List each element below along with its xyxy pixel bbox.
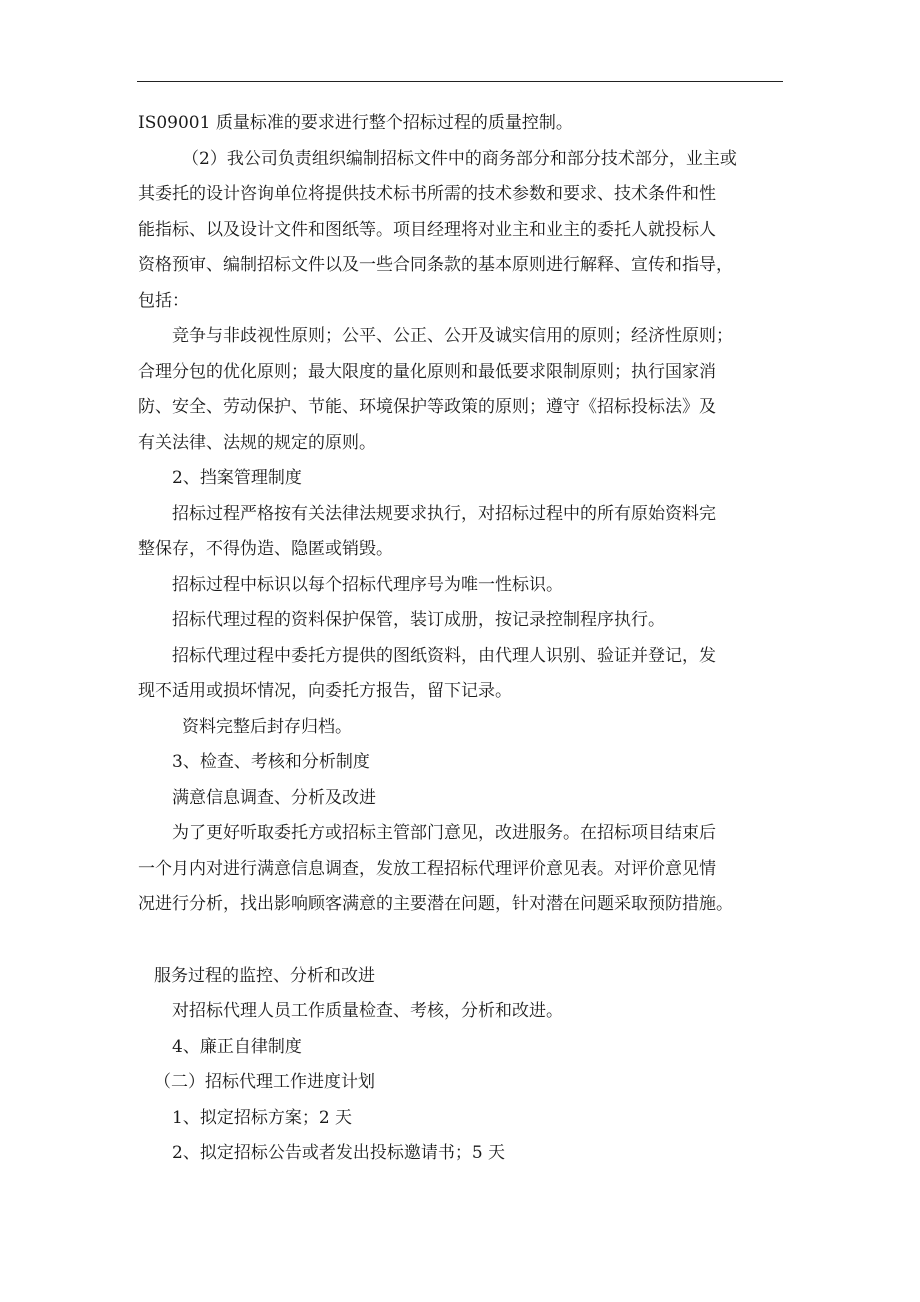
paragraph-line: 能指标、以及设计文件和图纸等。项目经理将对业主和业主的委托人就投标人 — [138, 219, 716, 240]
paragraph-line: 招标过程严格按有关法律法规要求执行，对招标过程中的所有原始资料完 — [172, 503, 716, 524]
paragraph-line: 况进行分析，找出影响顾客满意的主要潜在问题，针对潜在问题采取预防措施。 — [138, 894, 733, 914]
paragraph-line: 资料完整后封存归档。 — [182, 716, 352, 737]
section-heading: 3、检查、考核和分析制度 — [172, 752, 370, 772]
paragraph-line: 竞争与非歧视性原则；公平、公正、公开及诚实信用的原则；经济性原则； — [172, 326, 733, 346]
subsection-heading: 满意信息调查、分析及改进 — [172, 787, 376, 808]
paragraph-line: 现不适用或损坏情况，向委托方报告，留下记录。 — [138, 681, 512, 701]
paragraph-line: 招标代理过程中委托方提供的图纸资料，由代理人识别、验证并登记，发 — [172, 645, 716, 666]
paragraph-line: 对招标代理人员工作质量检查、考核，分析和改进。 — [172, 1001, 563, 1021]
paragraph-line: 招标过程中标识以每个招标代理序号为唯一性标识。 — [172, 574, 563, 595]
paragraph-line: 为了更好听取委托方或招标主管部门意见，改进服务。在招标项目结束后 — [172, 823, 716, 843]
list-item: 1、拟定招标方案；2 天 — [172, 1107, 353, 1128]
blank-line — [138, 923, 784, 959]
paragraph-line: 一个月内对进行满意信息调查，发放工程招标代理评价意见表。对评价意见情 — [138, 858, 716, 879]
paragraph-line: IS09001 质量标准的要求进行整个招标过程的质量控制。 — [138, 113, 573, 133]
paragraph-line: （2）我公司负责组织编制招标文件中的商务部分和部分技术部分，业主或 — [182, 148, 737, 169]
section-heading: （二）招标代理工作进度计划 — [154, 1072, 375, 1092]
paragraph-line: 招标代理过程的资料保护保管，装订成册，按记录控制程序执行。 — [172, 610, 665, 630]
paragraph-line: 防、安全、劳动保护、节能、环境保护等政策的原则；遵守《招标投标法》及 — [138, 397, 716, 417]
paragraph-line: 包括： — [138, 290, 189, 311]
paragraph-line: 有关法律、法规的规定的原则。 — [138, 432, 376, 453]
paragraph-line: 其委托的设计咨询单位将提供技术标书所需的技术参数和要求、技术条件和性 — [138, 184, 716, 204]
header-rule — [137, 81, 783, 82]
section-heading: 4、廉正自律制度 — [172, 1036, 302, 1057]
document-body — [138, 106, 784, 1172]
list-item: 2、拟定招标公告或者发出投标邀请书；5 天 — [172, 1143, 506, 1163]
paragraph-line: 整保存，不得伪造、隐匿或销毁。 — [138, 539, 393, 559]
paragraph-line: 资格预审、编制招标文件以及一些合同条款的基本原则进行解释、宣传和指导， — [138, 255, 733, 275]
paragraph-line: 合理分包的优化原则；最大限度的量化原则和最低要求限制原则；执行国家消 — [138, 361, 716, 382]
section-heading: 2、挡案管理制度 — [172, 468, 302, 488]
subsection-heading: 服务过程的监控、分析和改进 — [154, 965, 375, 986]
